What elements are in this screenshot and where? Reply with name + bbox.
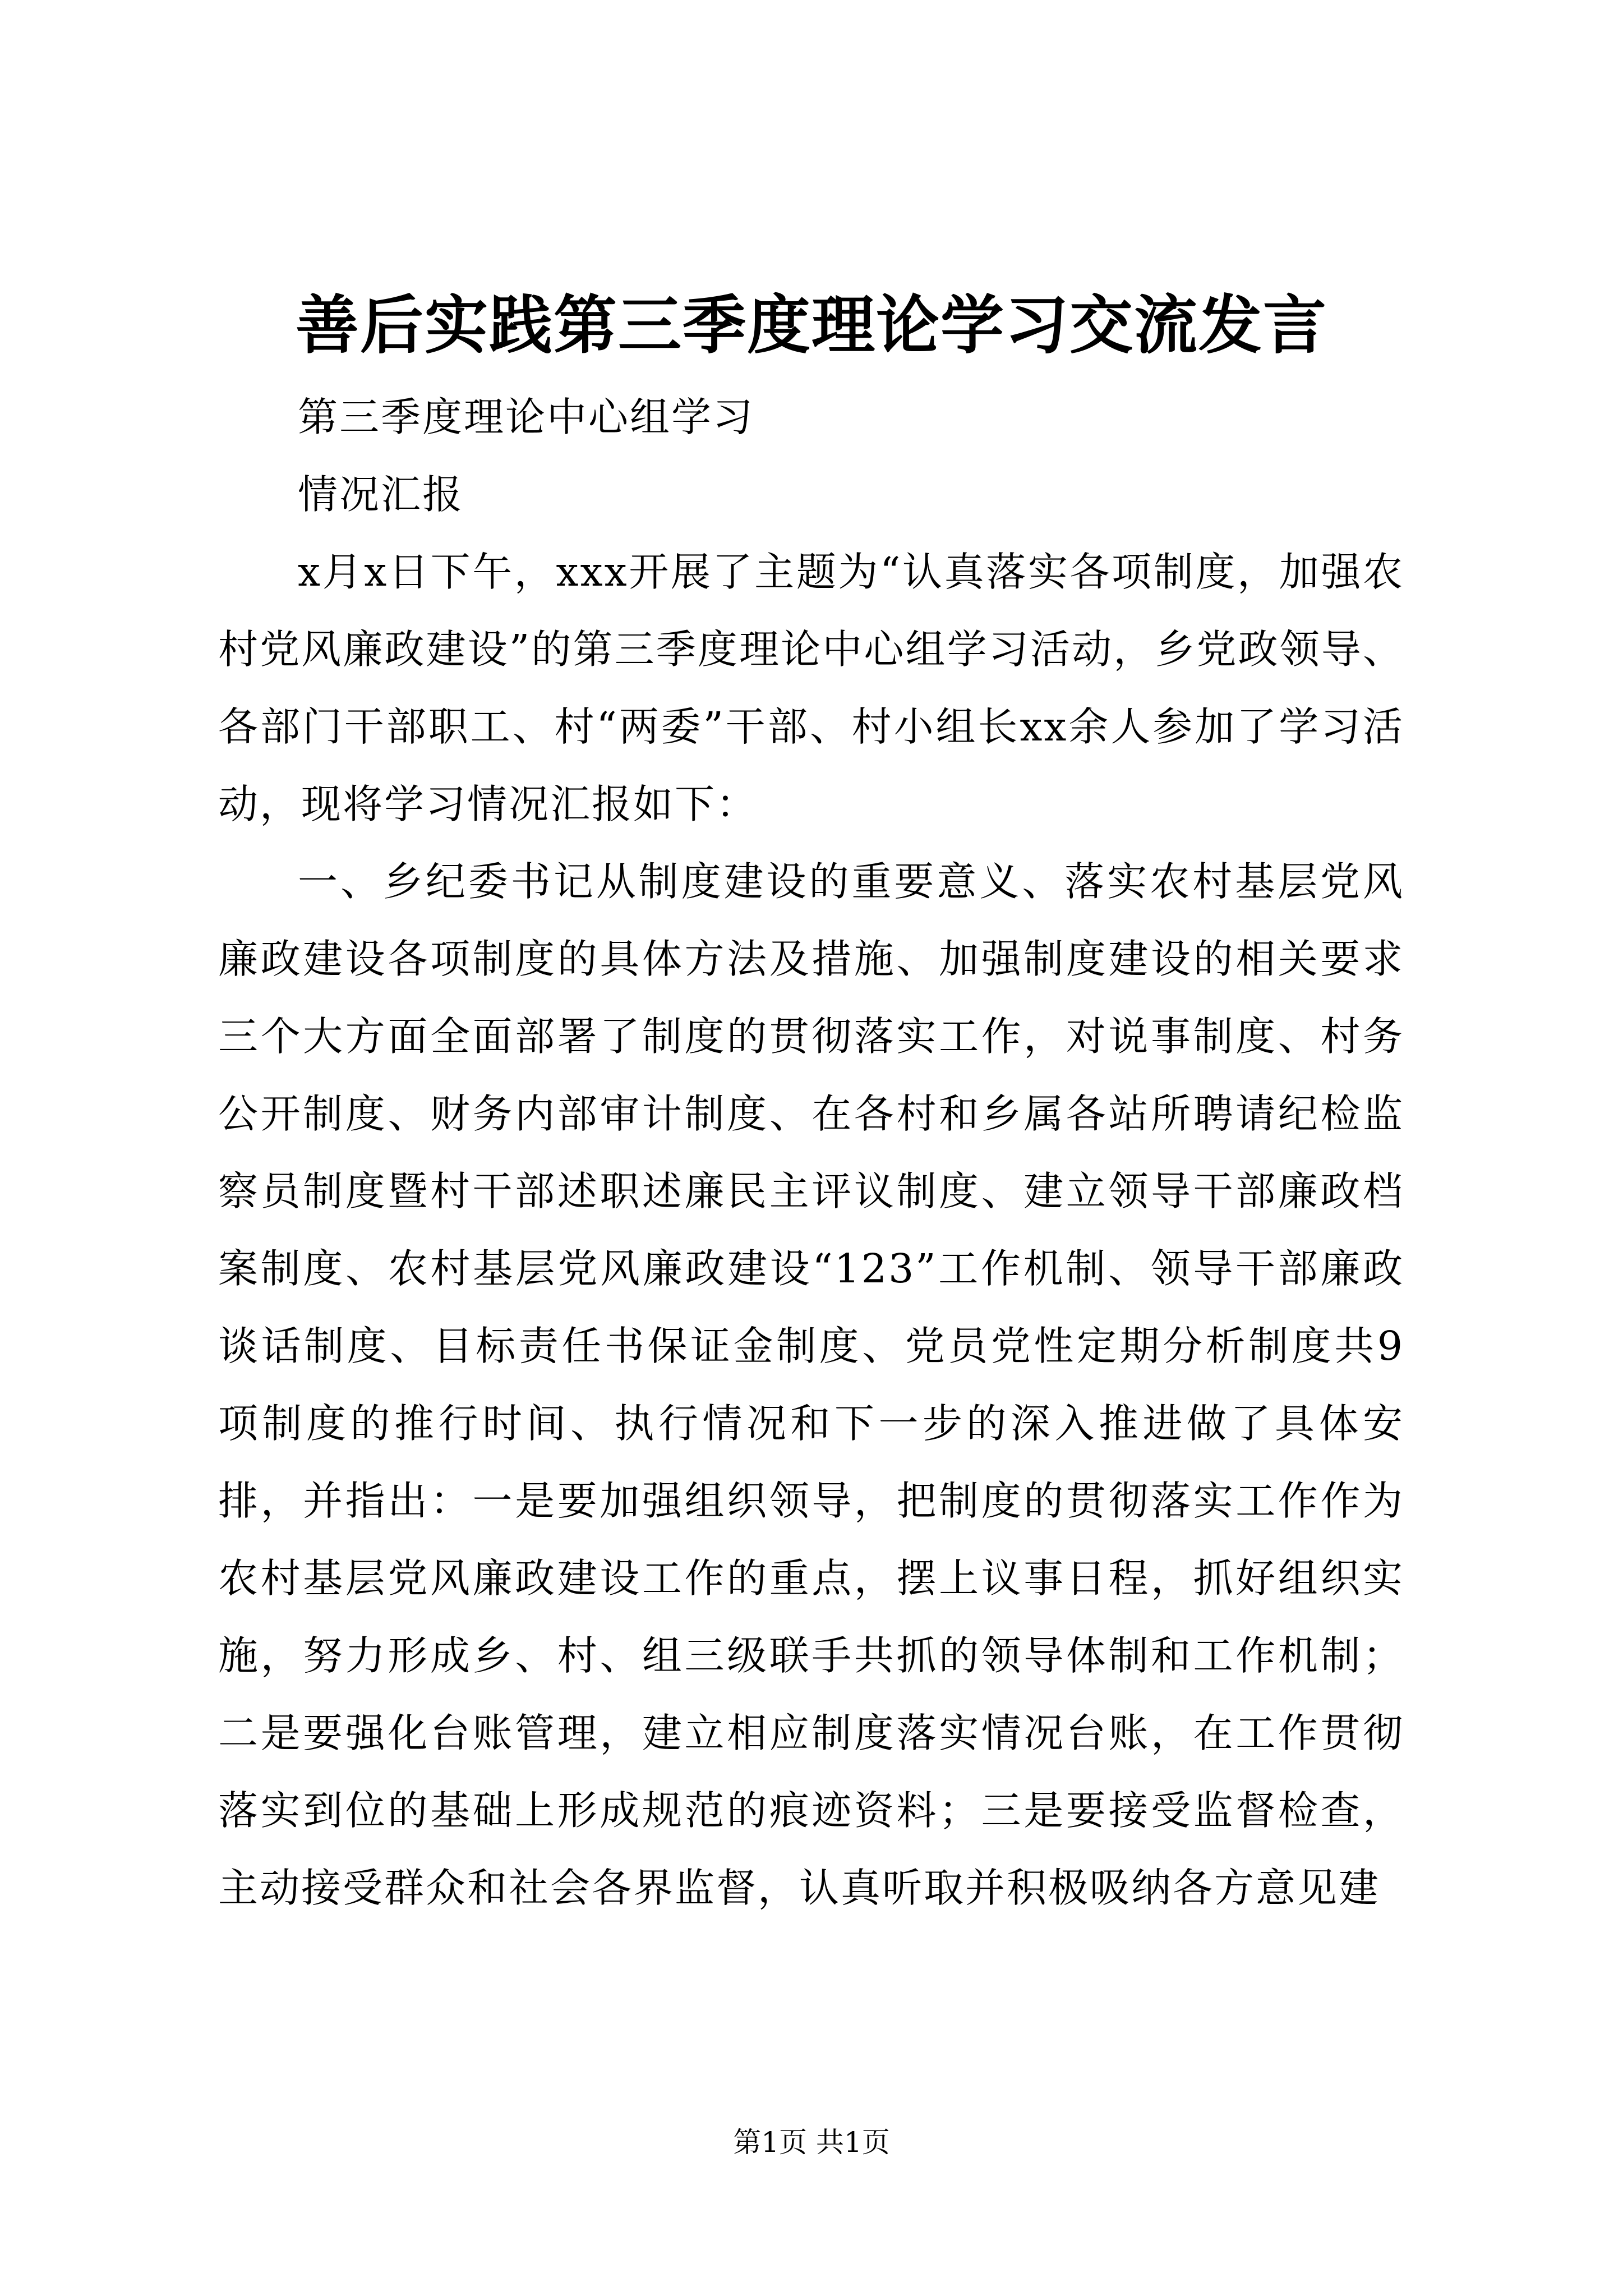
paragraph-subtitle-1: 第三季度理论中心组学习: [298, 394, 755, 440]
paragraph-subtitle-2: 情况汇报: [298, 471, 464, 518]
document-title: 善后实践第三季度理论学习交流发言: [296, 288, 1327, 362]
paragraph-intro: x月x日下午，xxx开展了主题为“认真落实各项制度，加强农村党风廉政建设”的第三季度理论中心组学习活动，乡党政领导、各部门干部职工、村“两委”干部、村小组长xx余人参加了学习活动，现将学习情况汇报如下：: [218, 549, 1404, 827]
document-body: [218, 379, 1404, 1927]
page-footer: 第1页 共1页: [733, 2126, 890, 2159]
paragraph-section-1: 一、乡纪委书记从制度建设的重要意义、落实农村基层党风廉政建设各项制度的具体方法及措施、加强制度建设的相关要求三个大方面全面部署了制度的贯彻落实工作，对说事制度、村务公开制度、财务内部审计制度、在各村和乡属各站所聘请纪检监察员制度暨村干部述职述廉民主评议制度、建立领导干部廉政档案制度、农村基层党风廉政建设“123”工作机制、领导干部廉政谈话制度、目标责任书保证金制度、党员党性定期分析制度共9项制度的推行时间、执行情况和下一步的深入推进做了具体安排，并指出：一是要加强组织领导，把制度的贯彻落实工作作为农村基层党风廉政建设工作的重点，摆上议事日程，抓好组织实施，努力形成乡、村、组三级联手共抓的领导体制和工作机制；二是要强化台账管理，建立相应制度落实情况台账，在工作贯彻落实到位的基础上形成规范的痕迹资料；三是要接受监督检查，主动接受群众和社会各界监督，认真听取并积极吸纳各方意见建: [218, 858, 1404, 1911]
